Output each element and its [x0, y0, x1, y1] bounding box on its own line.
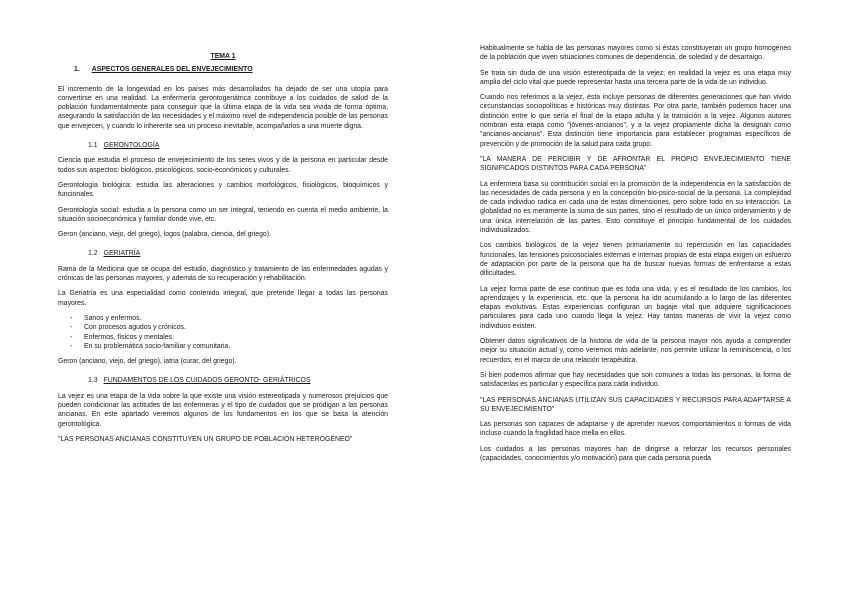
subsection-heading-fundamentos	[88, 376, 388, 385]
subsection-heading-gerontologia	[88, 141, 388, 150]
paragraph: Habitualmente se habla de las personas mayores como si éstas constituyeran un grupo homogéneo de la población que viven situaciones comunes de dependencia, de soledad y de desarraigo.	[480, 45, 791, 62]
paragraph: Si bien podemos afirmar que hay necesidades que son comunes a todas las personas, la forma de satisfacerlas es particular y específica para cada individuo.	[480, 371, 791, 389]
paragraph: Gerontología biológica: estudia las alteraciones y cambios morfológicos, fisiológicos, bioquímicos y funcionales.	[58, 181, 388, 199]
list-item: - Con procesos agudos y crónicos.	[84, 323, 388, 332]
section-title: ASPECTOS GENERALES DEL ENVEJECIMIENTO	[91, 66, 253, 74]
subsection-number: 1.3	[88, 377, 98, 385]
list-item: - Sanos y enfermos.	[84, 314, 388, 323]
list-item: - Enfermos, físicos y mentales.	[84, 333, 388, 342]
subsection-title: FUNDAMENTOS DE LOS CUIDADOS GERONTO- GERIÁTRICOS	[103, 377, 311, 385]
paragraph: Los cuidados a las personas mayores han de dirigirse a reforzar los recursos personales (capacidades, conocimientos y/o motivación) para que cada persona pueda	[480, 445, 791, 462]
document-title: TEMA 1	[210, 53, 236, 60]
list-item: - En su problemática socio-familiar y comunitaria.	[84, 342, 388, 351]
paragraph: Ciencia que estudia el proceso de envejecimiento de los seres vivos y de la persona en particular desde todos sus aspectos: biológicos, psicológicos, socio-económicos y culturales.	[58, 157, 388, 174]
paragraph: Rama de la Medicina que se ocupa del estudio, diagnóstico y tratamiento de las enfermedades agudas y crónicas de las personas mayores, y además de su recuperación y rehabilitación.	[58, 265, 388, 283]
quote-heading: "LAS PERSONAS ANCIANAS UTILIZAN SUS CAPACIDADES Y RECURSOS PARA ADAPTARSE A SU ENVEJECIMIENTO"	[480, 396, 791, 413]
subsection-title: GERONTOLOGÍA	[103, 142, 160, 150]
quote-heading: "LA MANERA DE PERCIBIR Y DE AFRONTAR EL PROPIO ENVEJECIMIENTO TIENE SIGNIFICADOS DISTINTOS PARA CADA PERSONA"	[480, 155, 791, 173]
bullet-list	[58, 314, 388, 351]
paragraph: La enfermera basa su contribución social en la promoción de la independencia en la satisfacción de las necesidades de cada persona y en la concepción bio-psico-social de la persona. La complejidad de cada individuo radica en cada una de estas dimensiones, pero sobre todo en su interacción. La globalidad no es meramente la suma de sus partes, sino el resultado de un único ordenamiento y de una única interrelación de las partes. Esto constituye el principio fundamental de los cuidados individualizados.	[480, 180, 791, 235]
quote-heading: "LAS PERSONAS ANCIANAS CONSTITUYEN UN GRUPO DE POBLACIÓN HETEROGÉNEO"	[58, 435, 353, 443]
paragraph: Geron (anciano, viejo, del griego), logos (palabra, ciencia, del griego).	[58, 231, 271, 239]
paragraph: Geron (anciano, viejo, del griego), iatria (curar, del griego).	[58, 358, 237, 366]
subsection-title: GERIATRÍA	[103, 250, 141, 258]
subsection-number: 1.2	[88, 250, 98, 258]
paragraph: Gerontología social: estudia a la persona como un ser integral, teniendo en cuenta el medio ambiente, la situación socioeconómica y familiar donde vive, etc.	[58, 206, 388, 223]
paragraph: La vejez es una etapa de la vida sobre la que existe una visión estereotipada y numerosos prejuicios que pueden condicionar las actitudes de las enfermeras y el tipo de cuidados que se prodigan a las personas ancianas. En este apartado veremos algunos de los fundamentos en los que se basa la atención gerontológica.	[58, 392, 388, 428]
subsection-number: 1.1	[88, 142, 98, 150]
right-column	[480, 44, 791, 469]
paragraph: Se trata sin duda de una visión estereotipada de la vejez; en realidad la vejez es una etapa muy amplia del ciclo vital que puede representar hasta una tercera parte de la vida de un individuo.	[480, 69, 791, 86]
paragraph: Los cambios biológicos de la vejez tienen primariamente su repercusión en las capacidades funcionales, las tensiones psicosociales externas e internas propias de esta etapa exigen un esfuerzo de adaptación por parte de la persona que ha de buscar nuevas formas de enfrentarse a estas dificultades.	[480, 242, 791, 278]
section-number: 1.	[74, 66, 80, 74]
subsection-heading-geriatria	[88, 249, 388, 258]
paragraph: Cuando nos referimos a la vejez, ésta incluye personas de diferentes generaciones que han vivido circunstancias sociopolíticas e históricas muy distintas. Por otra parte, también podemos hacer una distinción entre lo que sería el final de la etapa adulta y la transición a la vejez. Algunos autores nombran esta etapa como "jóvenes-ancianos", y a la vejez propiamente dicha la designan como "ancianos-ancianos". Esta distinción tiene importancia para establecer programas específicos de prevención y de promoción de la salud para cada grupo.	[480, 94, 791, 148]
intro-paragraph: El incremento de la longevidad en los países más desarrollados ha dejado de ser una utopía para convertirse en una realidad. La enfermería gerontogeriátrica contribuye a los cuidados de salud de la población fundamentalmente para conseguir que la última etapa de la vida sea vivida de forma óptima, asegurando la satisfacción de las necesidades y el máximo nivel de independencia posible de las personas que envejecen, y cuando lo inherente sea un proceso inevitable, acompañarlos a una muerte digna.	[58, 85, 388, 130]
left-column	[58, 46, 388, 450]
section-heading	[74, 65, 388, 74]
paragraph: Las personas son capaces de adaptarse y de aprender nuevos comportamientos o formas de vida incluso cuando la fragilidad hace mella en ellos.	[480, 421, 791, 438]
paragraph: La vejez forma parte de ese continuo que es toda una vida, y es el resultado de los cambios, los aprendizajes y la experiencia, etc. que la persona ha ido acumulando a lo largo de las diferentes etapas evolutivas. Estas experiencias configuran un bagaje vital que adquiere significaciones particulares para cada uno cuando llega la vejez. Hay tantas maneras de vivir la vejez como individuos existen.	[480, 285, 791, 330]
paragraph: Obtener datos significativos de la historia de vida de la persona mayor nos ayuda a comprender mejor su situación actual y, como veremos más adelante, nos permite utilizar la reminiscencia, o los recuerdos, en el marco de una relación terapéutica.	[480, 338, 791, 364]
paragraph: La Geriatría es una especialidad como contenido integral, que pretende llegar a todas las personas mayores.	[58, 290, 388, 307]
